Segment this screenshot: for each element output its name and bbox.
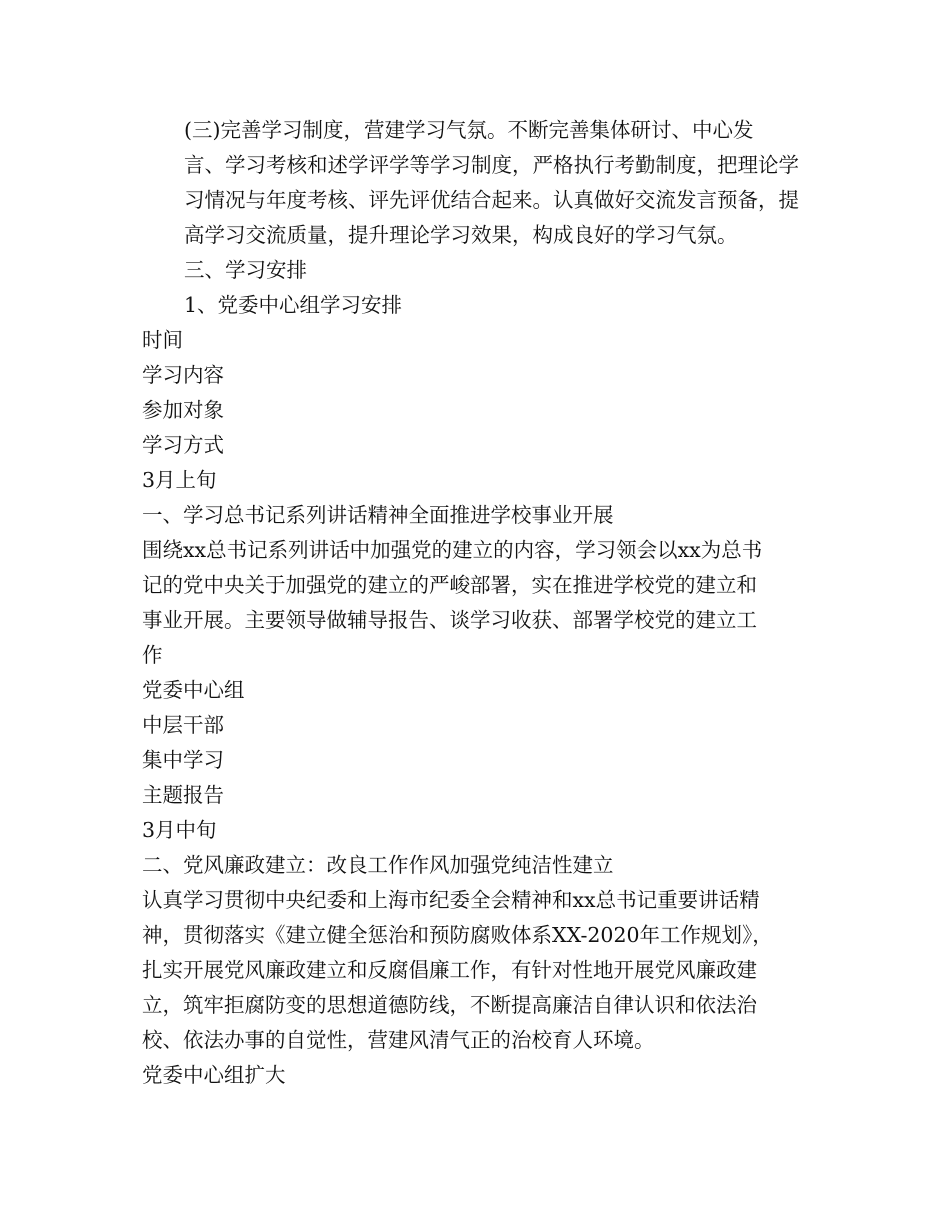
paragraph (142, 393, 814, 428)
text-line: 认真学习贯彻中央纪委和上海市纪委全会精神和xx总书记重要讲话精 (142, 888, 760, 912)
text-line: 3月上旬 (142, 468, 217, 492)
paragraph (142, 743, 814, 778)
text-line: 集中学习 (142, 748, 224, 772)
text-line: 主题报告 (142, 783, 224, 807)
paragraph (142, 708, 814, 743)
text-line: 二、党风廉政建立：改良工作作风加强党纯洁性建立 (142, 853, 614, 877)
text-line: 学习方式 (142, 433, 224, 457)
text-line: 作 (142, 643, 163, 667)
text-line: 1、党委中心组学习安排 (184, 293, 403, 317)
text-line: 一、学习总书记系列讲话精神全面推进学校事业开展 (142, 503, 614, 527)
paragraph (142, 673, 814, 708)
paragraph (142, 113, 814, 253)
document-body (142, 113, 814, 1093)
paragraph (142, 498, 814, 533)
text-line: 立，筑牢拒腐防变的思想道德防线，不断提高廉洁自律认识和依法治 (142, 993, 757, 1017)
text-line: 扎实开展党风廉政建立和反腐倡廉工作，有针对性地开展党风廉政建 (142, 958, 757, 982)
paragraph (142, 323, 814, 358)
text-line: 学习内容 (142, 363, 224, 387)
paragraph (142, 848, 814, 883)
paragraph (142, 1058, 814, 1093)
text-line: (三)完善学习制度，营建学习气氛。不断完善集体研讨、中心发 (184, 118, 754, 142)
paragraph (142, 288, 814, 323)
text-line: 记的党中央关于加强党的建立的严峻部署，实在推进学校党的建立和 (142, 573, 757, 597)
paragraph (142, 358, 814, 393)
text-line: 党委中心组扩大 (142, 1063, 286, 1087)
paragraph (142, 428, 814, 463)
paragraph (142, 883, 814, 1058)
text-line: 三、学习安排 (184, 258, 307, 282)
text-line: 言、学习考核和述学评学等学习制度，严格执行考勤制度，把理论学 (184, 153, 799, 177)
text-line: 高学习交流质量，提升理论学习效果，构成良好的学习气氛。 (184, 223, 738, 247)
text-line: 事业开展。主要领导做辅导报告、谈学习收获、部署学校党的建立工 (142, 608, 757, 632)
paragraph (142, 778, 814, 813)
text-line: 党委中心组 (142, 678, 245, 702)
paragraph (142, 813, 814, 848)
paragraph (142, 463, 814, 498)
text-line: 3月中旬 (142, 818, 217, 842)
text-line: 校、依法办事的自觉性，营建风清气正的治校育人环境。 (142, 1028, 655, 1052)
text-line: 时间 (142, 328, 183, 352)
paragraph (142, 533, 814, 673)
text-line: 参加对象 (142, 398, 224, 422)
paragraph (142, 253, 814, 288)
text-line: 围绕xx总书记系列讲话中加强党的建立的内容，学习领会以xx为总书 (142, 538, 763, 562)
text-line: 中层干部 (142, 713, 224, 737)
text-line: 习情况与年度考核、评先评优结合起来。认真做好交流发言预备，提 (184, 188, 799, 212)
text-line: 神，贯彻落实《建立健全惩治和预防腐败体系XX-2020年工作规划》， (142, 923, 773, 947)
